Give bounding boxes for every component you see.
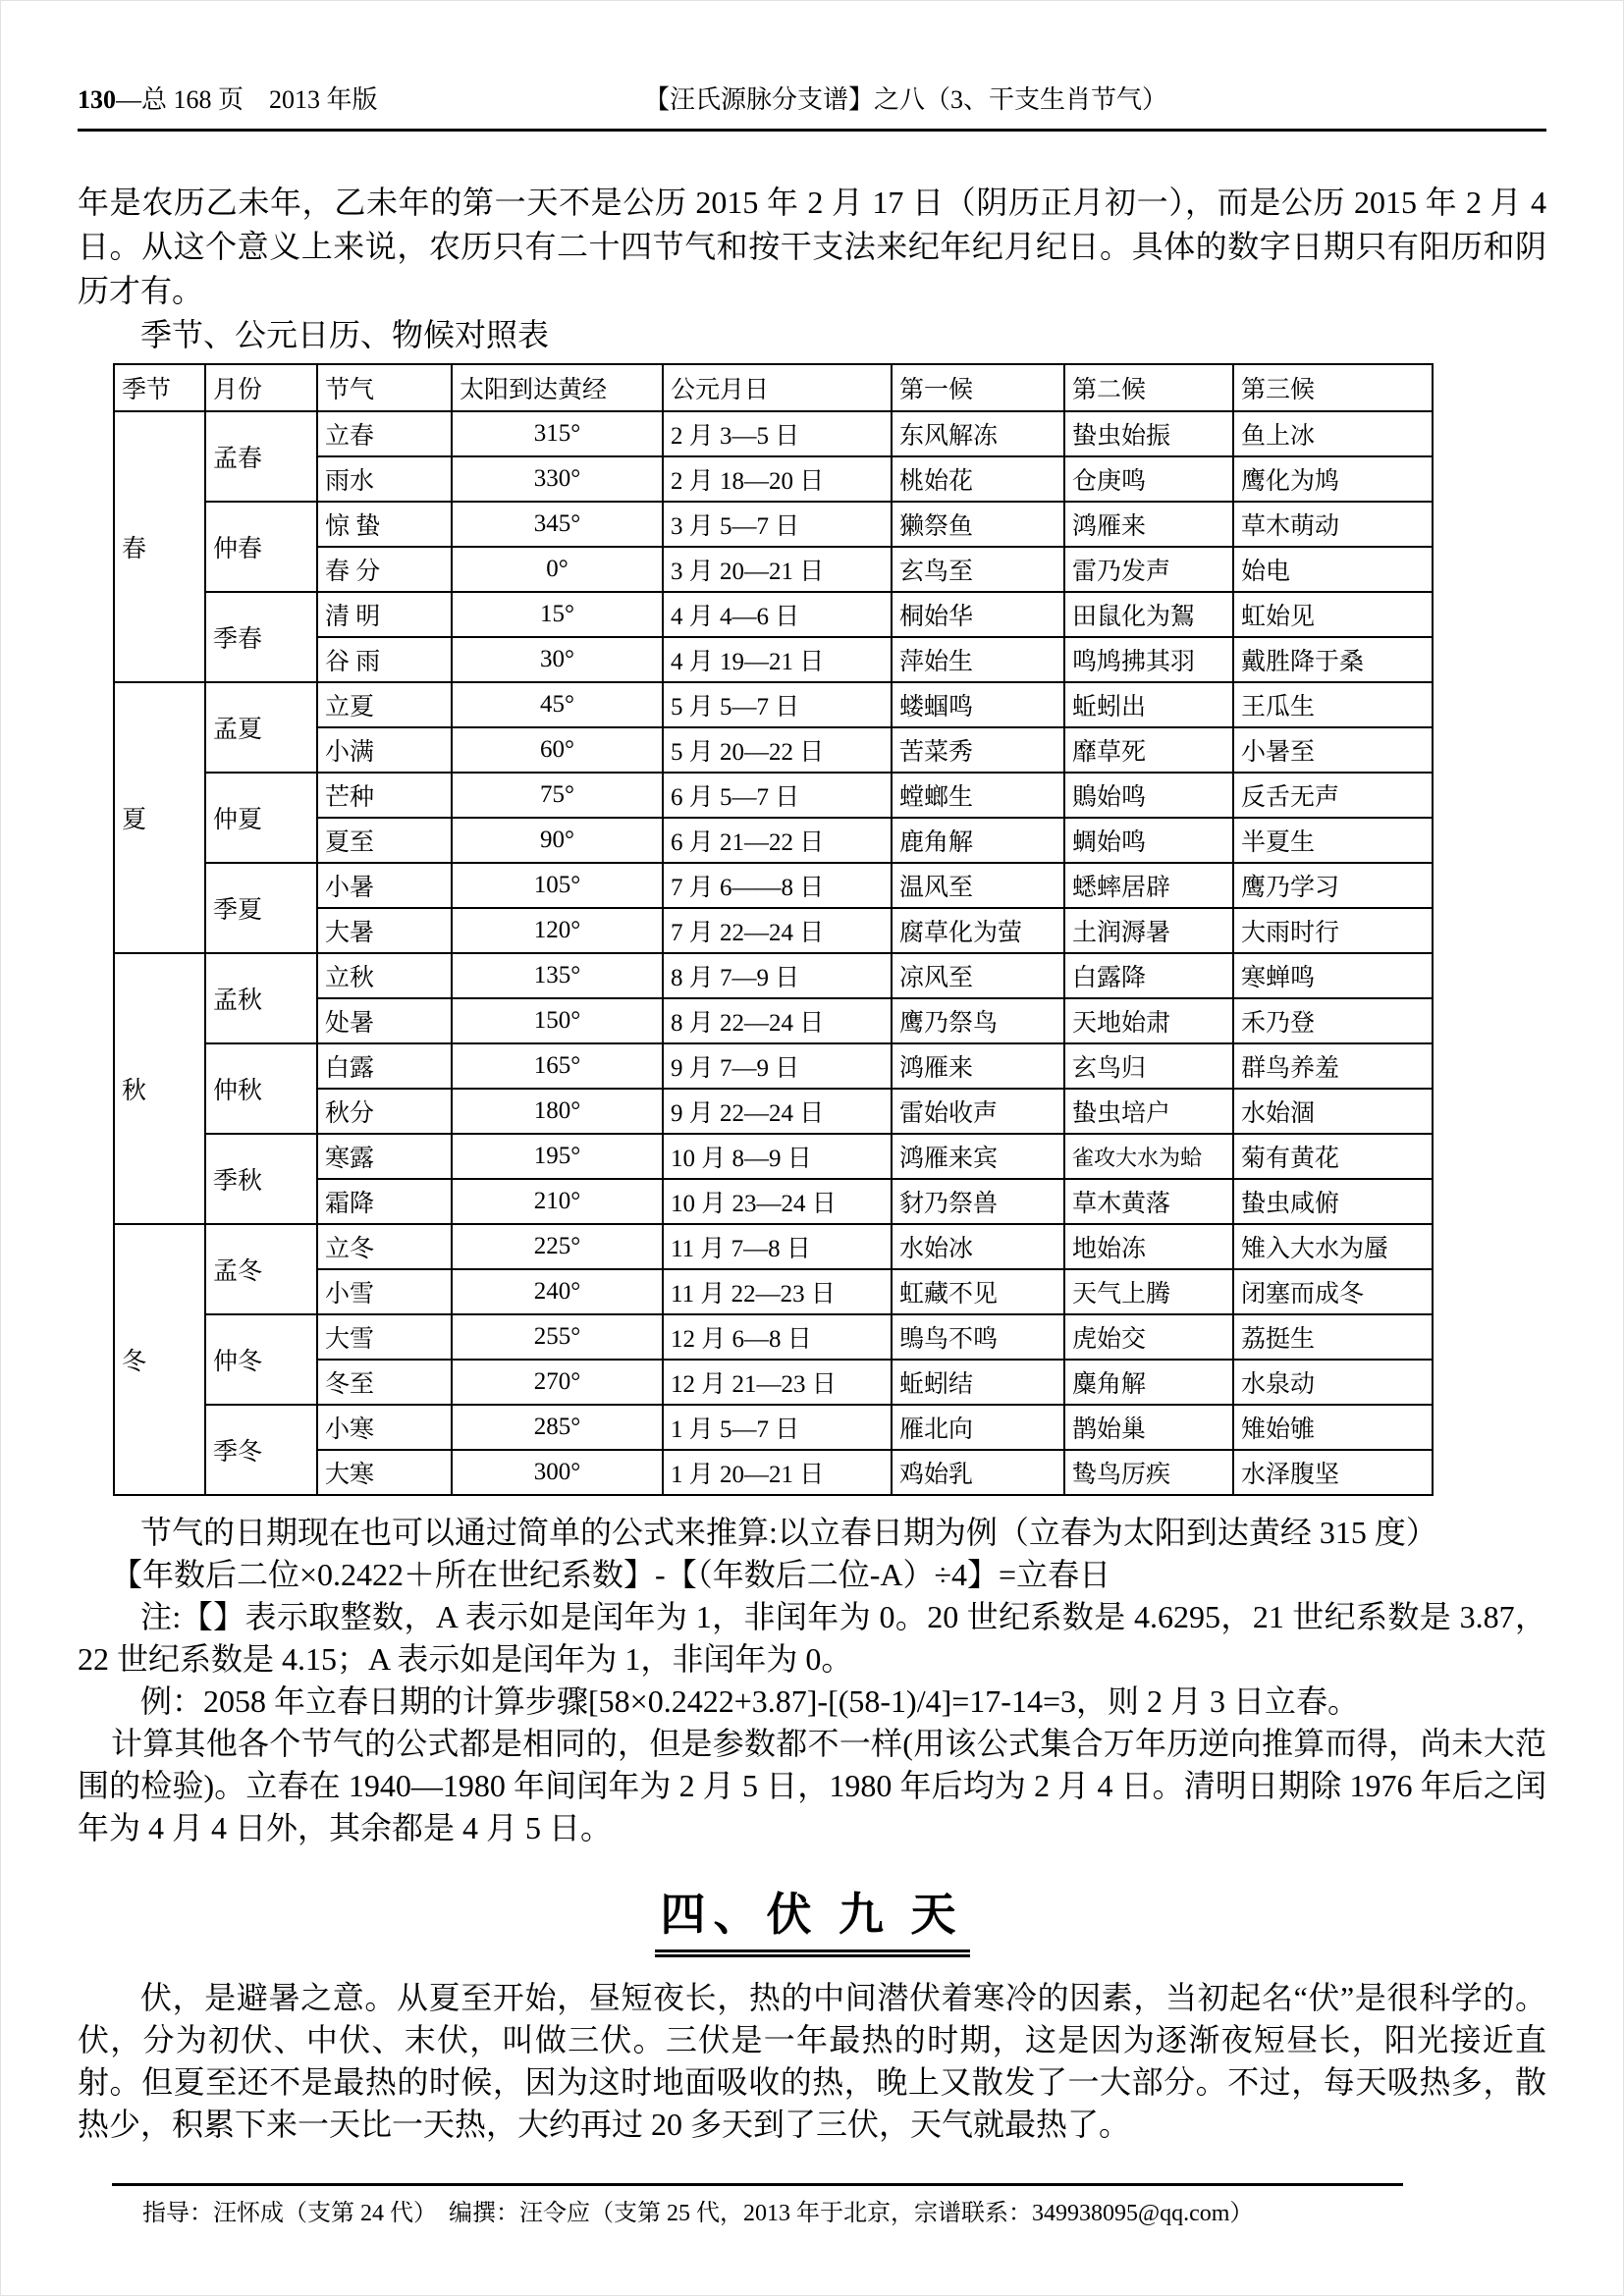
cell-hou3: 荔挺生 — [1233, 1314, 1433, 1360]
cell-hou1: 雷始收声 — [892, 1089, 1064, 1134]
cell-term: 夏至 — [317, 818, 452, 863]
cell-hou3: 戴胜降于桑 — [1233, 637, 1433, 682]
cell-hou2: 鸷鸟厉疾 — [1064, 1450, 1233, 1495]
cell-longitude: 135° — [452, 953, 663, 998]
cell-hou3: 蛰虫咸俯 — [1233, 1179, 1433, 1224]
solar-terms-table — [113, 363, 1434, 1496]
cell-hou3: 鹰化为鸠 — [1233, 456, 1433, 502]
cell-date: 12 月 6—8 日 — [663, 1314, 892, 1360]
cell-longitude: 270° — [452, 1360, 663, 1405]
cell-hou1: 凉风至 — [892, 953, 1064, 998]
cell-date: 9 月 22—24 日 — [663, 1089, 892, 1134]
cell-term: 立秋 — [317, 953, 452, 998]
cell-longitude: 180° — [452, 1089, 663, 1134]
cell-date: 9 月 7—9 日 — [663, 1043, 892, 1089]
table-row — [114, 953, 1433, 998]
cell-longitude: 255° — [452, 1314, 663, 1360]
cell-hou3: 水始涸 — [1233, 1089, 1433, 1134]
cell-hou3: 半夏生 — [1233, 818, 1433, 863]
cell-longitude: 120° — [452, 908, 663, 953]
cell-month: 季春 — [205, 592, 317, 682]
cell-term: 大雪 — [317, 1314, 452, 1360]
page-number-line — [78, 85, 378, 114]
cell-hou1: 鹰乃祭鸟 — [892, 998, 1064, 1043]
cell-month: 季夏 — [205, 863, 317, 953]
cell-term: 寒露 — [317, 1134, 452, 1179]
book-title: 【汪氏源脉分支谱】之八（3、干支生肖节气） — [644, 85, 1168, 114]
cell-date: 2 月 18—20 日 — [663, 456, 892, 502]
cell-date: 5 月 5—7 日 — [663, 682, 892, 727]
fu-paragraph: 伏，是避暑之意。从夏至开始，昼短夜长，热的中间潜伏着寒冷的因素，当初起名“伏”是很科学的。伏，分为初伏、中伏、末伏，叫做三伏。三伏是一年最热的时期，这是因为逐渐夜短昼长，阳光接近直射。但夏至还不是最热的时候，因为这时地面吸收的热，晚上又散发了一大部分。不过，每天吸热多，散热少，积累下来一天比一天热，大约再过 20 多天到了三伏，天气就最热了。 — [78, 1980, 1546, 2142]
cell-hou1: 鸡始乳 — [892, 1450, 1064, 1495]
cell-hou3: 反舌无声 — [1233, 773, 1433, 818]
cell-date: 11 月 22—23 日 — [663, 1269, 892, 1314]
cell-longitude: 285° — [452, 1405, 663, 1450]
cell-hou1: 鸿雁来 — [892, 1043, 1064, 1089]
cell-hou1: 鹿角解 — [892, 818, 1064, 863]
cell-hou3: 大雨时行 — [1233, 908, 1433, 953]
cell-hou1: 螳螂生 — [892, 773, 1064, 818]
cell-term: 白露 — [317, 1043, 452, 1089]
cell-longitude: 330° — [452, 456, 663, 502]
cell-hou3: 雉始雊 — [1233, 1405, 1433, 1450]
cell-date: 1 月 20—21 日 — [663, 1450, 892, 1495]
cell-month: 仲冬 — [205, 1314, 317, 1405]
cell-hou2: 蚯蚓出 — [1064, 682, 1233, 727]
cell-hou3: 水泉动 — [1233, 1360, 1433, 1405]
cell-hou2: 虎始交 — [1064, 1314, 1233, 1360]
cell-term: 立冬 — [317, 1224, 452, 1269]
cell-term: 小雪 — [317, 1269, 452, 1314]
cell-term: 立夏 — [317, 682, 452, 727]
cell-hou2: 天地始肃 — [1064, 998, 1233, 1043]
cell-hou1: 玄鸟至 — [892, 547, 1064, 592]
cell-hou1: 苦菜秀 — [892, 727, 1064, 773]
table-row — [114, 773, 1433, 818]
column-header-hou1: 第一候 — [892, 364, 1064, 411]
cell-month: 孟夏 — [205, 682, 317, 773]
cell-date: 10 月 8—9 日 — [663, 1134, 892, 1179]
formula-block — [78, 1512, 1546, 1849]
cell-longitude: 210° — [452, 1179, 663, 1224]
cell-term: 大寒 — [317, 1450, 452, 1495]
cell-hou2: 鸿雁来 — [1064, 502, 1233, 547]
cell-hou2: 蜩始鸣 — [1064, 818, 1233, 863]
cell-hou3: 闭塞而成冬 — [1233, 1269, 1433, 1314]
cell-hou3: 鹰乃学习 — [1233, 863, 1433, 908]
cell-hou3: 虹始见 — [1233, 592, 1433, 637]
cell-hou1: 蝼蝈鸣 — [892, 682, 1064, 727]
cell-longitude: 30° — [452, 637, 663, 682]
column-header-longitude: 太阳到达黄经 — [452, 364, 663, 411]
cell-longitude: 105° — [452, 863, 663, 908]
cell-date: 8 月 7—9 日 — [663, 953, 892, 998]
section-heading-text: 四、伏 九 天 — [655, 1879, 970, 1957]
cell-date: 4 月 4—6 日 — [663, 592, 892, 637]
cell-term: 雨水 — [317, 456, 452, 502]
cell-date: 3 月 5—7 日 — [663, 502, 892, 547]
cell-date: 2 月 3—5 日 — [663, 411, 892, 456]
cell-hou1: 鴠鸟不鸣 — [892, 1314, 1064, 1360]
cell-date: 6 月 21—22 日 — [663, 818, 892, 863]
cell-longitude: 0° — [452, 547, 663, 592]
cell-hou3: 水泽腹坚 — [1233, 1450, 1433, 1495]
cell-date: 7 月 22—24 日 — [663, 908, 892, 953]
cell-season: 夏 — [114, 682, 205, 953]
cell-longitude: 150° — [452, 998, 663, 1043]
column-header-season: 季节 — [114, 364, 205, 411]
header-divider — [78, 129, 1546, 132]
cell-hou2: 蟋蟀居辟 — [1064, 863, 1233, 908]
cell-hou1: 蚯蚓结 — [892, 1360, 1064, 1405]
page-number: 130 — [78, 85, 116, 114]
intro-paragraph: 年是农历乙未年，乙未年的第一天不是公历 2015 年 2 月 17 日（阴历正月初一），而是公历 2015 年 2 月 4 日。从这个意义上来说，农历只有二十四节气和按干支法来纪年纪月纪日。具体的数字日期只有阳历和阴历才有。 — [78, 185, 1546, 308]
cell-hou1: 温风至 — [892, 863, 1064, 908]
formula-intro: 节气的日期现在也可以通过简单的公式来推算:以立春日期为例（立春为太阳到达黄经 315 度） — [140, 1515, 1437, 1550]
table-header-row — [114, 364, 1433, 411]
page-content — [1, 1, 1623, 2229]
cell-season: 冬 — [114, 1224, 205, 1495]
cell-month: 孟春 — [205, 411, 317, 502]
cell-longitude: 45° — [452, 682, 663, 727]
cell-term: 小满 — [317, 727, 452, 773]
column-header-month: 月份 — [205, 364, 317, 411]
cell-hou3: 草木萌动 — [1233, 502, 1433, 547]
cell-hou3: 王瓜生 — [1233, 682, 1433, 727]
table-row — [114, 592, 1433, 637]
cell-term: 小寒 — [317, 1405, 452, 1450]
table-row — [114, 1224, 1433, 1269]
cell-hou1: 桐始华 — [892, 592, 1064, 637]
cell-hou3: 寒蝉鸣 — [1233, 953, 1433, 998]
page-footer: 指导：汪怀成（支第 24 代） 编撰：汪令应（支第 25 代，2013 年于北京，宗谱联系：349938095@qq.com） — [142, 2201, 1254, 2226]
cell-hou2: 土润溽暑 — [1064, 908, 1233, 953]
cell-longitude: 60° — [452, 727, 663, 773]
cell-date: 11 月 7—8 日 — [663, 1224, 892, 1269]
table-row — [114, 682, 1433, 727]
cell-hou2: 麋角解 — [1064, 1360, 1233, 1405]
cell-hou2: 鵙始鸣 — [1064, 773, 1233, 818]
cell-term: 春 分 — [317, 547, 452, 592]
cell-hou3: 鱼上冰 — [1233, 411, 1433, 456]
cell-longitude: 240° — [452, 1269, 663, 1314]
cell-season: 秋 — [114, 953, 205, 1224]
cell-date: 3 月 20—21 日 — [663, 547, 892, 592]
cell-hou3: 小暑至 — [1233, 727, 1433, 773]
calc-note: 计算其他各个节气的公式都是相同的，但是参数都不一样(用该公式集合万年历逆向推算而得，尚未大范围的检验)。立春在 1940—1980 年间闰年为 2 月 5 日，1980 年后均为 2 月 4 日。清明日期除 1976 年后之闰年为 4 月 4 日外，其余都是 4 月 5 日。 — [78, 1726, 1546, 1845]
cell-season: 春 — [114, 411, 205, 682]
cell-term: 惊 蛰 — [317, 502, 452, 547]
cell-term: 小暑 — [317, 863, 452, 908]
cell-hou3: 禾乃登 — [1233, 998, 1433, 1043]
cell-hou1: 豺乃祭兽 — [892, 1179, 1064, 1224]
cell-hou2: 仓庚鸣 — [1064, 456, 1233, 502]
page-info: —总 168 页 2013 年版 — [116, 85, 378, 114]
cell-hou2: 地始冻 — [1064, 1224, 1233, 1269]
cell-hou1: 腐草化为萤 — [892, 908, 1064, 953]
cell-longitude: 315° — [452, 411, 663, 456]
cell-hou2: 天气上腾 — [1064, 1269, 1233, 1314]
cell-month: 孟秋 — [205, 953, 317, 1043]
cell-hou1: 东风解冻 — [892, 411, 1064, 456]
cell-hou2: 靡草死 — [1064, 727, 1233, 773]
table-row — [114, 502, 1433, 547]
table-title: 季节、公元日历、物候对照表 — [140, 317, 550, 352]
cell-longitude: 300° — [452, 1450, 663, 1495]
column-header-hou3: 第三候 — [1233, 364, 1433, 411]
formula-example: 例：2058 年立春日期的计算步骤[58×0.2422+3.87]-[(58-1)/4]=17-14=3，则 2 月 3 日立春。 — [140, 1683, 1359, 1719]
cell-month: 仲夏 — [205, 773, 317, 863]
table-row — [114, 1405, 1433, 1450]
table-row — [114, 1314, 1433, 1360]
cell-longitude: 15° — [452, 592, 663, 637]
cell-hou3: 雉入大水为蜃 — [1233, 1224, 1433, 1269]
cell-date: 7 月 6——8 日 — [663, 863, 892, 908]
cell-term: 冬至 — [317, 1360, 452, 1405]
cell-hou3: 群鸟养羞 — [1233, 1043, 1433, 1089]
cell-date: 12 月 21—23 日 — [663, 1360, 892, 1405]
column-header-hou2: 第二候 — [1064, 364, 1233, 411]
cell-hou1: 桃始花 — [892, 456, 1064, 502]
page-header — [78, 1, 1546, 117]
cell-hou2: 鸣鸠拂其羽 — [1064, 637, 1233, 682]
cell-hou3: 始电 — [1233, 547, 1433, 592]
cell-term: 处暑 — [317, 998, 452, 1043]
cell-hou1: 虹藏不见 — [892, 1269, 1064, 1314]
cell-hou1: 鸿雁来宾 — [892, 1134, 1064, 1179]
cell-longitude: 345° — [452, 502, 663, 547]
cell-term: 立春 — [317, 411, 452, 456]
cell-hou1: 獭祭鱼 — [892, 502, 1064, 547]
section-heading — [78, 1879, 1546, 1957]
cell-hou2: 白露降 — [1064, 953, 1233, 998]
cell-month: 孟冬 — [205, 1224, 317, 1314]
cell-hou2: 草木黄落 — [1064, 1179, 1233, 1224]
table-row — [114, 1134, 1433, 1179]
cell-longitude: 90° — [452, 818, 663, 863]
formula-line: 【年数后二位×0.2422＋所在世纪系数】-【（年数后二位-A）÷4】=立春日 — [111, 1557, 1111, 1592]
cell-term: 秋分 — [317, 1089, 452, 1134]
table-row — [114, 1043, 1433, 1089]
cell-longitude: 75° — [452, 773, 663, 818]
cell-month: 仲秋 — [205, 1043, 317, 1134]
cell-hou2: 雀攻大水为蛤 — [1064, 1134, 1233, 1179]
cell-hou2: 蛰虫培户 — [1064, 1089, 1233, 1134]
cell-longitude: 225° — [452, 1224, 663, 1269]
cell-hou2: 田鼠化为鴽 — [1064, 592, 1233, 637]
cell-month: 季冬 — [205, 1405, 317, 1495]
cell-date: 10 月 23—24 日 — [663, 1179, 892, 1224]
cell-term: 大暑 — [317, 908, 452, 953]
cell-hou1: 水始冰 — [892, 1224, 1064, 1269]
cell-date: 5 月 20—22 日 — [663, 727, 892, 773]
cell-month: 季秋 — [205, 1134, 317, 1224]
cell-month: 仲春 — [205, 502, 317, 592]
table-row — [114, 411, 1433, 456]
cell-date: 6 月 5—7 日 — [663, 773, 892, 818]
cell-hou2: 玄鸟归 — [1064, 1043, 1233, 1089]
cell-term: 清 明 — [317, 592, 452, 637]
cell-date: 1 月 5—7 日 — [663, 1405, 892, 1450]
cell-hou2: 蛰虫始振 — [1064, 411, 1233, 456]
column-header-date: 公元月日 — [663, 364, 892, 411]
cell-date: 8 月 22—24 日 — [663, 998, 892, 1043]
cell-hou2: 雷乃发声 — [1064, 547, 1233, 592]
cell-hou1: 雁北向 — [892, 1405, 1064, 1450]
cell-hou2: 鹊始巢 — [1064, 1405, 1233, 1450]
cell-hou1: 萍始生 — [892, 637, 1064, 682]
cell-longitude: 195° — [452, 1134, 663, 1179]
cell-hou3: 菊有黄花 — [1233, 1134, 1433, 1179]
formula-note: 注:【】表示取整数，A 表示如是闰年为 1，非闰年为 0。20 世纪系数是 4.6295，21 世纪系数是 3.87，22 世纪系数是 4.15；A 表示如是闰年为 1，非闰年为 0。 — [78, 1599, 1546, 1677]
cell-term: 芒种 — [317, 773, 452, 818]
table-row — [114, 863, 1433, 908]
column-header-term: 节气 — [317, 364, 452, 411]
cell-term: 谷 雨 — [317, 637, 452, 682]
cell-date: 4 月 19—21 日 — [663, 637, 892, 682]
cell-term: 霜降 — [317, 1179, 452, 1224]
cell-longitude: 165° — [452, 1043, 663, 1089]
